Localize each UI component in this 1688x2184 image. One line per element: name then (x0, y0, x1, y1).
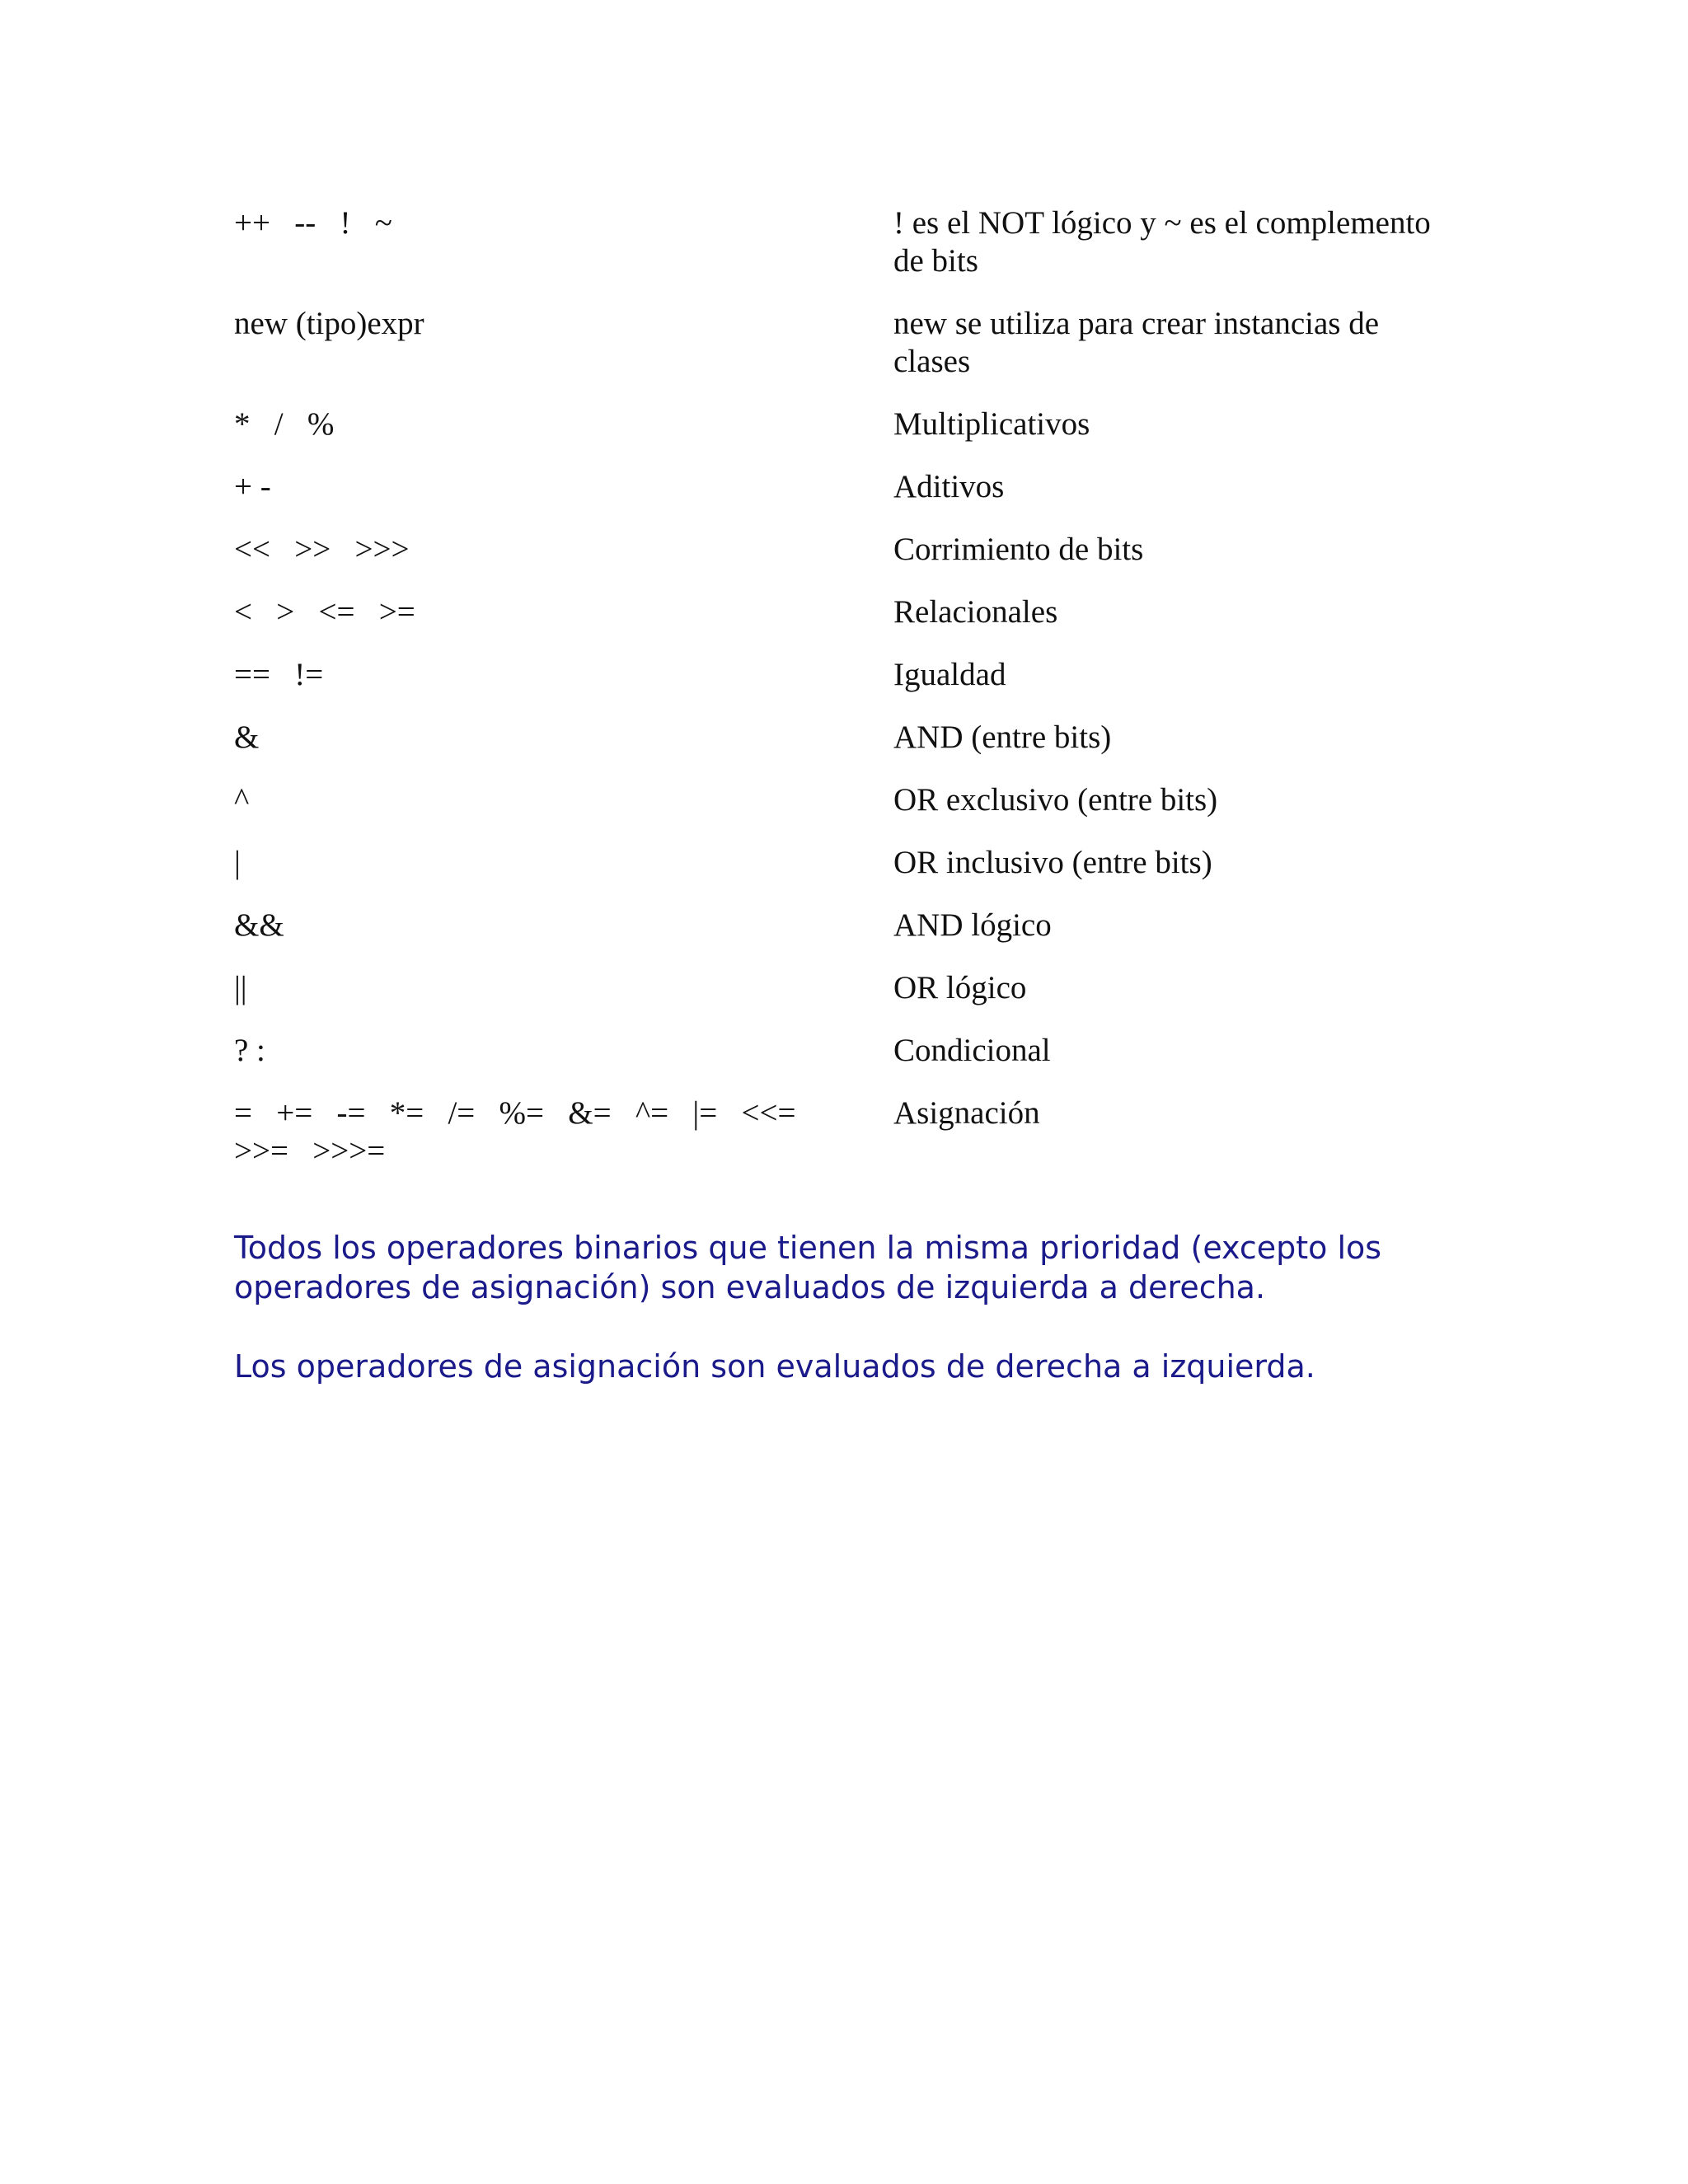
operator-symbols: new (tipo)expr (234, 306, 424, 341)
associativity-notes (234, 1228, 1388, 1426)
note-paragraph: Los operadores de asignación son evaluados de derecha a izquierda. (234, 1348, 1315, 1385)
operator-symbols: == != (234, 657, 324, 692)
operator-precedence-table (234, 204, 1454, 1195)
note-paragraph: Todos los operadores binarios que tienen la misma prioridad (excepto los operadores de asignación) son evaluados de izquierda a derecha. (234, 1230, 1382, 1305)
operator-row (234, 907, 1454, 944)
operator-row (234, 405, 1454, 443)
operator-row (234, 656, 1454, 694)
operator-description: AND (entre bits) (893, 719, 1112, 755)
operator-description: AND lógico (893, 907, 1052, 943)
operator-description: Corrimiento de bits (893, 532, 1144, 567)
operator-description: Igualdad (893, 657, 1006, 692)
operator-row (234, 969, 1454, 1007)
operator-row (234, 593, 1454, 631)
operator-symbols: + - (234, 469, 271, 504)
operator-row (234, 1094, 1454, 1170)
operator-row (234, 531, 1454, 569)
operator-symbols: & (234, 719, 260, 755)
operator-row (234, 468, 1454, 506)
operator-symbols: ? : (234, 1033, 265, 1068)
operator-row (234, 1032, 1454, 1070)
operator-description: Multiplicativos (893, 406, 1090, 442)
operator-symbols: ^ (234, 782, 250, 818)
operator-symbols: || (234, 970, 247, 1005)
operator-symbols: * / % (234, 406, 335, 442)
operator-symbols: && (234, 907, 284, 943)
operator-description: OR exclusivo (entre bits) (893, 782, 1218, 818)
operator-description: Relacionales (893, 594, 1058, 630)
operator-symbols: < > <= >= (234, 594, 415, 630)
operator-symbols: << >> >>> (234, 532, 410, 567)
operator-description: new se utiliza para crear instancias de clases (893, 306, 1380, 379)
operator-row (234, 204, 1454, 280)
operator-description: Condicional (893, 1033, 1051, 1068)
operator-row (234, 719, 1454, 757)
operator-symbols: | (234, 845, 241, 880)
operator-description: ! es el NOT lógico y ~ es el complemento de bits (893, 205, 1431, 279)
operator-description: Aditivos (893, 469, 1005, 504)
operator-description: OR lógico (893, 970, 1027, 1005)
operator-row (234, 305, 1454, 381)
operator-row (234, 781, 1454, 819)
operator-description: OR inclusivo (entre bits) (893, 845, 1212, 880)
operator-description: Asignación (893, 1095, 1040, 1131)
operator-symbols: ++ -- ! ~ (234, 205, 392, 241)
operator-symbols: = += -= *= /= %= &= ^= |= <<= >>= >>>= (234, 1095, 796, 1169)
operator-row (234, 844, 1454, 882)
